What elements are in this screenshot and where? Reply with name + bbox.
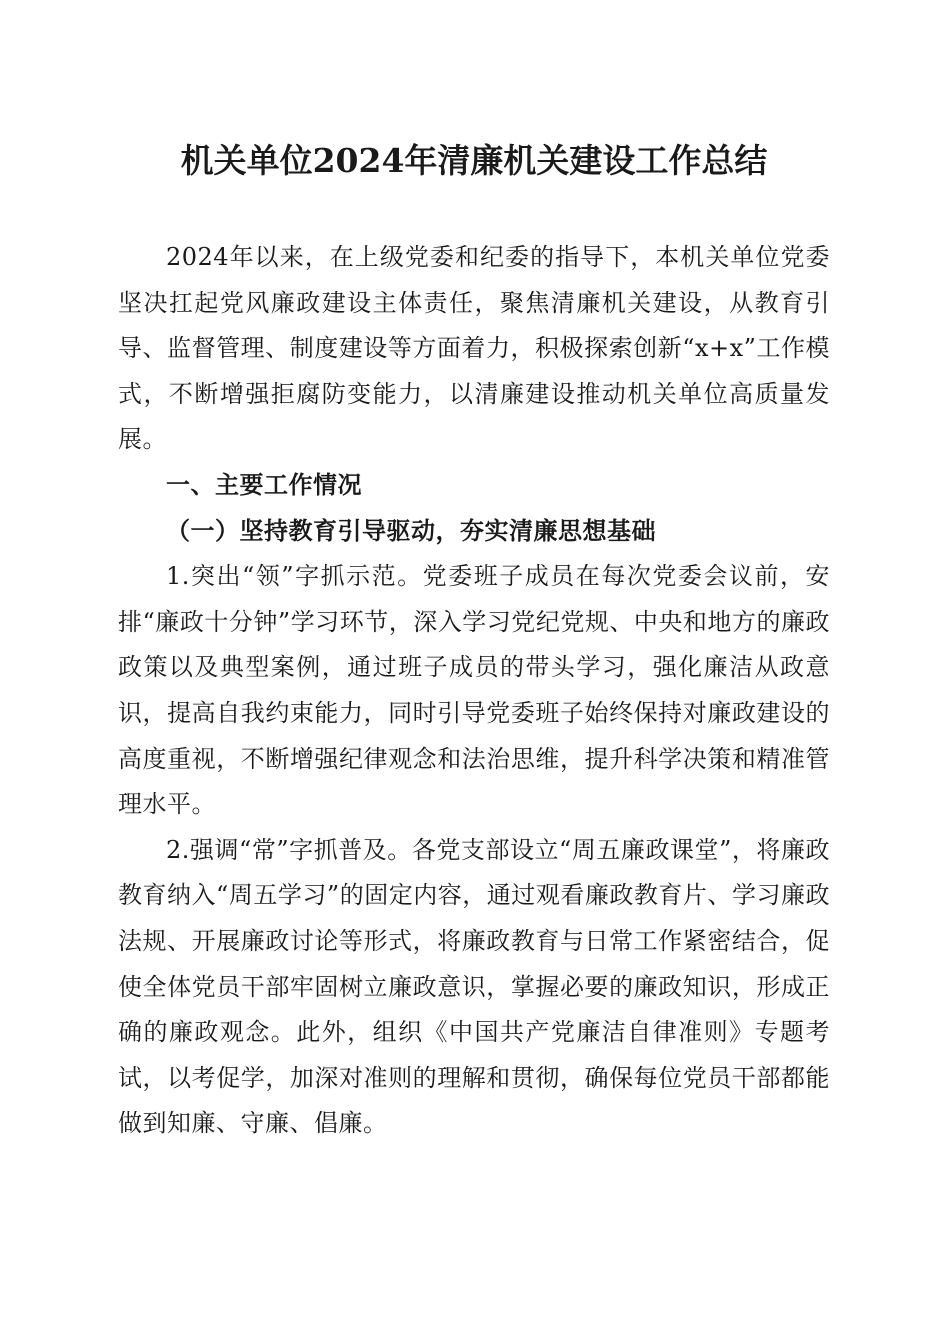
item-paragraph-1: 1.突出“领”字抓示范。党委班子成员在每次党委会议前，安排“廉政十分钟”学习环节，深入学习党纪党规、中央和地方的廉政政策以及典型案例，通过班子成员的带头学习，强化廉洁从政意识，提高自我约束能力，同时引导党委班子始终保持对廉政建设的高度重视，不断增强纪律观念和法治思维，提升科学决策和精准管理水平。 <box>118 562 830 819</box>
subsection-heading: （一）坚持教育引导驱动，夯实清廉思想基础 <box>166 516 656 545</box>
document-page <box>118 138 830 1147</box>
item-paragraph-2: 2.强调“常”字抓普及。各党支部设立“周五廉政课堂”，将廉政教育纳入“周五学习”的固定内容，通过观看廉政教育片、学习廉政法规、开展廉政讨论等形式，将廉政教育与日常工作紧密结合，促使全体党员干部牢固树立廉政意识，掌握必要的廉政知识，形成正确的廉政观念。此外，组织《中国共产党廉洁自律准则》专题考试，以考促学，加深对准则的理解和贯彻，确保每位党员干部都能做到知廉、守廉、倡廉。 <box>118 835 830 1138</box>
document-body <box>118 235 830 1147</box>
document-title: 机关单位2024年清廉机关建设工作总结 <box>180 141 768 180</box>
intro-paragraph: 2024年以来，在上级党委和纪委的指导下，本机关单位党委坚决扛起党风廉政建设主体责任，聚焦清廉机关建设，从教育引导、监督管理、制度建设等方面着力，积极探索创新“x+x”工作模式，不断增强拒腐防变能力，以清廉建设推动机关单位高质量发展。 <box>118 243 830 454</box>
section-heading: 一、主要工作情况 <box>166 470 362 499</box>
